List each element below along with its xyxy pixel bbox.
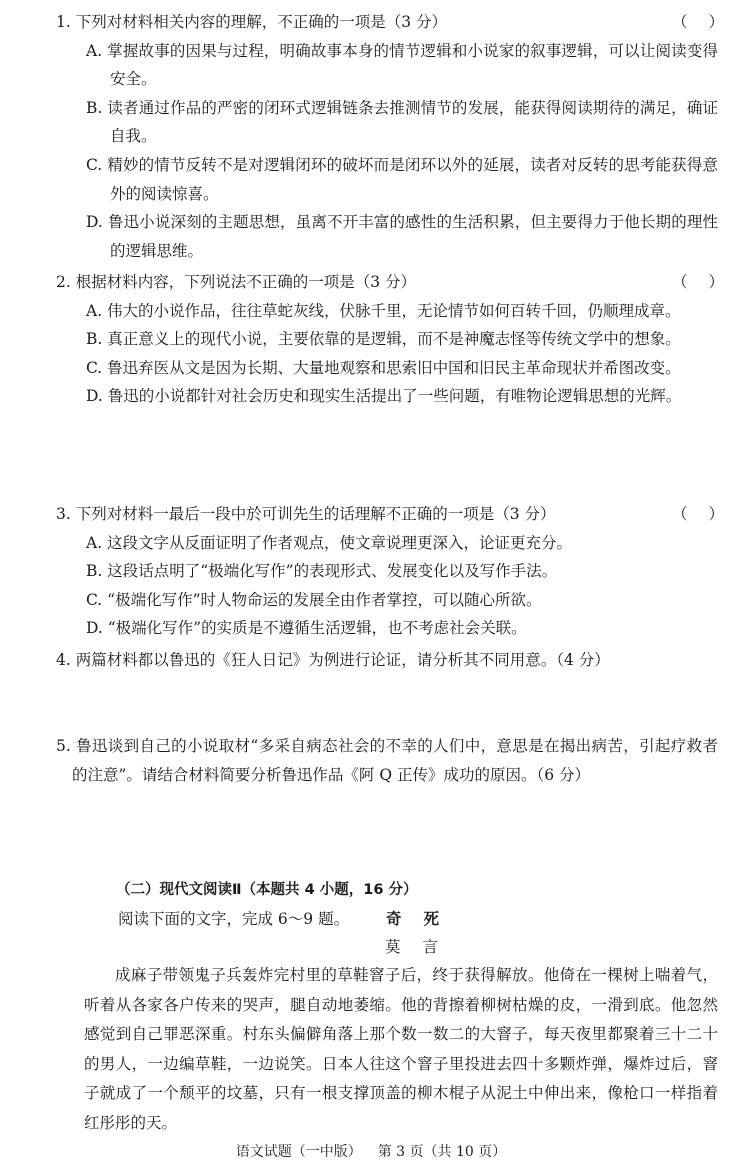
option-c: C. “极端化写作”时人物命运的发展全由作者掌控，可以随心所欲。	[86, 590, 542, 609]
option-a: A. 掌握故事的因果与过程，明确故事本身的情节逻辑和小说家的叙事逻辑，可以让阅读变得安全。	[86, 41, 718, 89]
story-paragraph: 成麻子带领鬼子兵轰炸完村里的草鞋窨子后，终于获得解放。他倚在一棵树上喘着气，听着从各家各户传来的哭声，腿自动地萎缩。他的背擦着柳树枯燥的皮，一滑到底。他忽然感觉到自己罪恶深重。村东头偏僻角落上那个数一数二的大窨子，每天夜里都聚着三十二十的男人，一边编草鞋，一边说笑。日本人往这个窨子里投进去四十多颗炸弹，爆炸过后，窨子就成了一个颓平的坟墓，只有一根支撑顶盖的柳木棍子从泥土中伸出来，像枪口一样指着红彤彤的天。	[84, 966, 718, 1132]
page-footer	[0, 1138, 742, 1167]
footer-page-number: 第 3 页（共 10 页）	[377, 1144, 507, 1160]
question-3	[0, 500, 742, 643]
question-stem: 3. 下列对材料一最后一段中於可训先生的话理解不正确的一项是（3 分）	[56, 505, 556, 523]
option-b: B. 真正意义上的现代小说，主要依靠的是逻辑，而不是神魔志怪等传统文学中的想象。	[86, 330, 681, 349]
option-d: D. “极端化写作”的实质是不遵循生活逻辑，也不考虑社会关联。	[86, 619, 527, 638]
answer-bracket: （ ）	[672, 505, 724, 523]
question-stem: 4. 两篇材料都以鲁迅的《狂人日记》为例进行论证，请分析其不同用意。（4 分）	[56, 651, 610, 669]
option-d: D. 鲁迅小说深刻的主题思想，虽离不开丰富的感性的生活积累，但主要得力于他长期的理性的逻辑思维。	[86, 213, 718, 260]
question-stem: 1. 下列对材料相关内容的理解，不正确的一项是（3 分）	[56, 13, 448, 31]
option-a: A. 这段文字从反面证明了作者观点，使文章说理更深入，论证更充分。	[86, 533, 573, 552]
option-d: D. 鲁迅的小说都针对社会历史和现实生活提出了一些问题，有唯物论逻辑思想的光辉。	[86, 387, 682, 406]
answer-bracket: （ ）	[672, 13, 724, 31]
section-heading: （二）现代文阅读Ⅱ（本题共 4 小题，16 分）	[116, 882, 418, 898]
footer-subject: 语文试题（一中版）	[235, 1144, 362, 1160]
question-stem: 2. 根据材料内容，下列说法不正确的一项是（3 分）	[56, 273, 417, 291]
option-b: B. 这段话点明了“极端化写作”的表现形式、发展变化以及写作手法。	[86, 562, 558, 581]
option-c: C. 鲁迅弃医从文是因为长期、大量地观察和思索旧中国和旧民主革命现状并希图改变。	[86, 358, 681, 377]
question-4	[0, 646, 742, 675]
question-stem: 5. 鲁迅谈到自己的小说取材“多采自病态社会的不幸的人们中，意思是在揭出病苦，引起疗救者的注意”。请结合材料简要分析鲁迅作品《阿 Q 正传》成功的原因。（6 分）	[56, 737, 718, 784]
question-5	[0, 732, 742, 789]
reading-instruction: 阅读下面的文字，完成 6～9 题。	[118, 910, 350, 928]
option-c: C. 精妙的情节反转不是对逻辑闭环的破坏而是闭环以外的延展，读者对反转的思考能获得意外的阅读惊喜。	[86, 155, 718, 203]
option-a: A. 伟大的小说作品，往往草蛇灰线，伏脉千里，无论情节如何百转千回，仍顺理成章。	[86, 301, 681, 320]
section-heading-block	[116, 876, 718, 905]
story-author: 莫言	[385, 938, 461, 956]
question-2	[0, 268, 742, 411]
question-1	[0, 8, 742, 265]
answer-bracket: （ ）	[672, 273, 724, 291]
option-b: B. 读者通过作品的严密的闭环式逻辑链条去推测情节的发展，能获得阅读期待的满足，确证自我。	[86, 98, 718, 146]
story-title: 奇死	[386, 910, 462, 928]
